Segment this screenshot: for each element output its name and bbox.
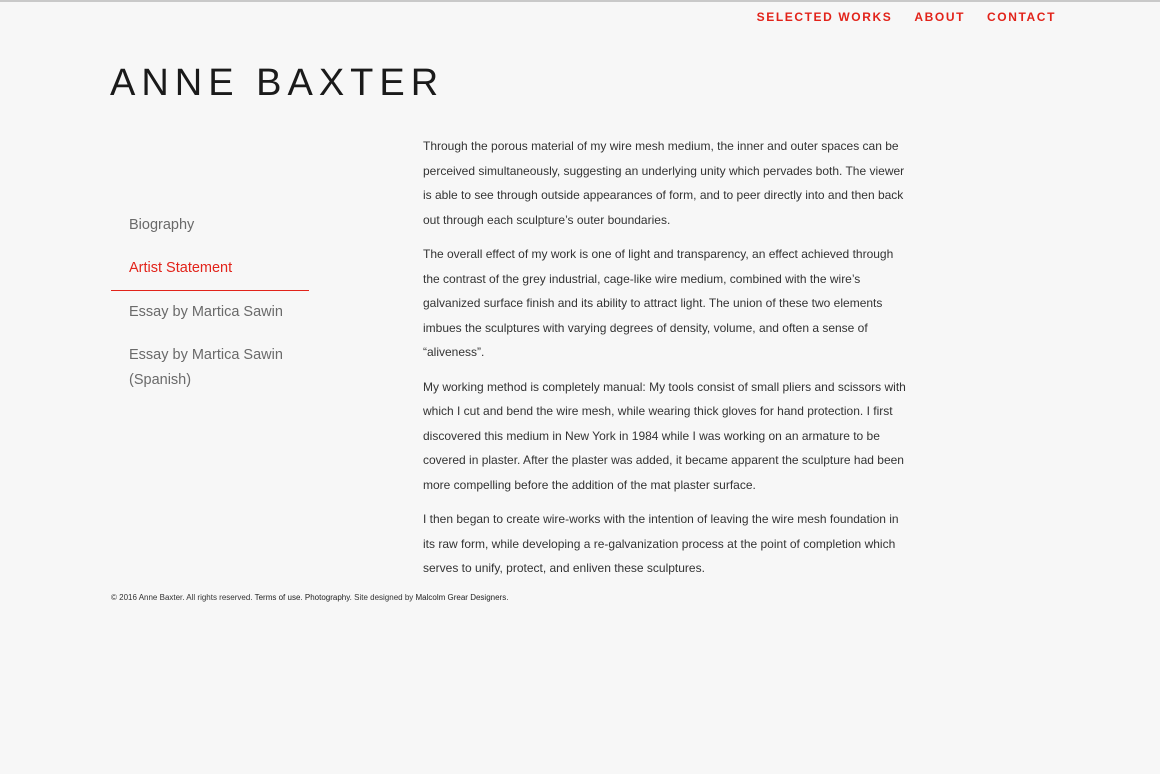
- sidebar-item-artist-statement[interactable]: Artist Statement: [111, 247, 309, 291]
- footer-separator: .: [300, 593, 303, 602]
- statement-paragraph: The overall effect of my work is one of light and transparency, an effect achieved through the contrast of the grey industrial, cage-like wire medium, combined with the wire’s galvanized surface finish and its ability to attract light. The union of these two elements imbues the sculptures with varying degrees of density, volume, and often a sense of “aliveness”.: [423, 247, 894, 359]
- statement-paragraph: Through the porous material of my wire mesh medium, the inner and outer spaces can be perceived simultaneously, suggesting an underlying unity which pervades both. The viewer is able to see through outside appearances of form, and to peer directly into and then back out through each sculpture’s outer boundaries.: [423, 139, 905, 227]
- statement-paragraph: I then began to create wire-works with the intention of leaving the wire mesh foundation in its raw form, while developing a re-galvanization process at the point of completion which serves to unify, protect, and enliven these sculptures.: [423, 512, 899, 575]
- artist-statement-content: [423, 134, 913, 591]
- sidebar-item-essay-martica-sawin[interactable]: Essay by Martica Sawin: [129, 304, 283, 320]
- site-title[interactable]: ANNE BAXTER: [110, 62, 445, 104]
- footer-designed-by: Site designed by: [354, 593, 414, 602]
- nav-contact-link[interactable]: CONTACT: [987, 10, 1056, 24]
- footer-terms-link[interactable]: Terms of use: [254, 593, 301, 602]
- footer-copyright: © 2016 Anne Baxter. All rights reserved.: [111, 593, 253, 602]
- footer-designer-link[interactable]: Malcolm Grear Designers: [415, 593, 507, 602]
- footer-photography-link[interactable]: Photography: [304, 593, 350, 602]
- top-navigation: [757, 10, 1056, 24]
- footer-separator: .: [506, 593, 509, 602]
- sidebar-navigation: [111, 204, 309, 402]
- nav-about-link[interactable]: ABOUT: [914, 10, 966, 24]
- statement-paragraph: My working method is completely manual: My tools consist of small pliers and scissors with which I cut and bend the wire mesh, while wearing thick gloves for hand protection. I first discovered this medium in New York in 1984 while I was working on an armature to be covered in plaster. After the plaster was added, it became apparent the sculpture had been more compelling before the addition of the mat plaster surface.: [423, 379, 906, 492]
- top-border-line: [0, 0, 1160, 2]
- sidebar-item-biography[interactable]: Biography: [129, 217, 195, 233]
- sidebar-item-essay-martica-sawin-spanish[interactable]: Essay by Martica Sawin (Spanish): [129, 347, 283, 388]
- footer-separator: .: [349, 593, 352, 602]
- footer: [111, 593, 508, 602]
- nav-selected-works-link[interactable]: SELECTED WORKS: [756, 10, 893, 24]
